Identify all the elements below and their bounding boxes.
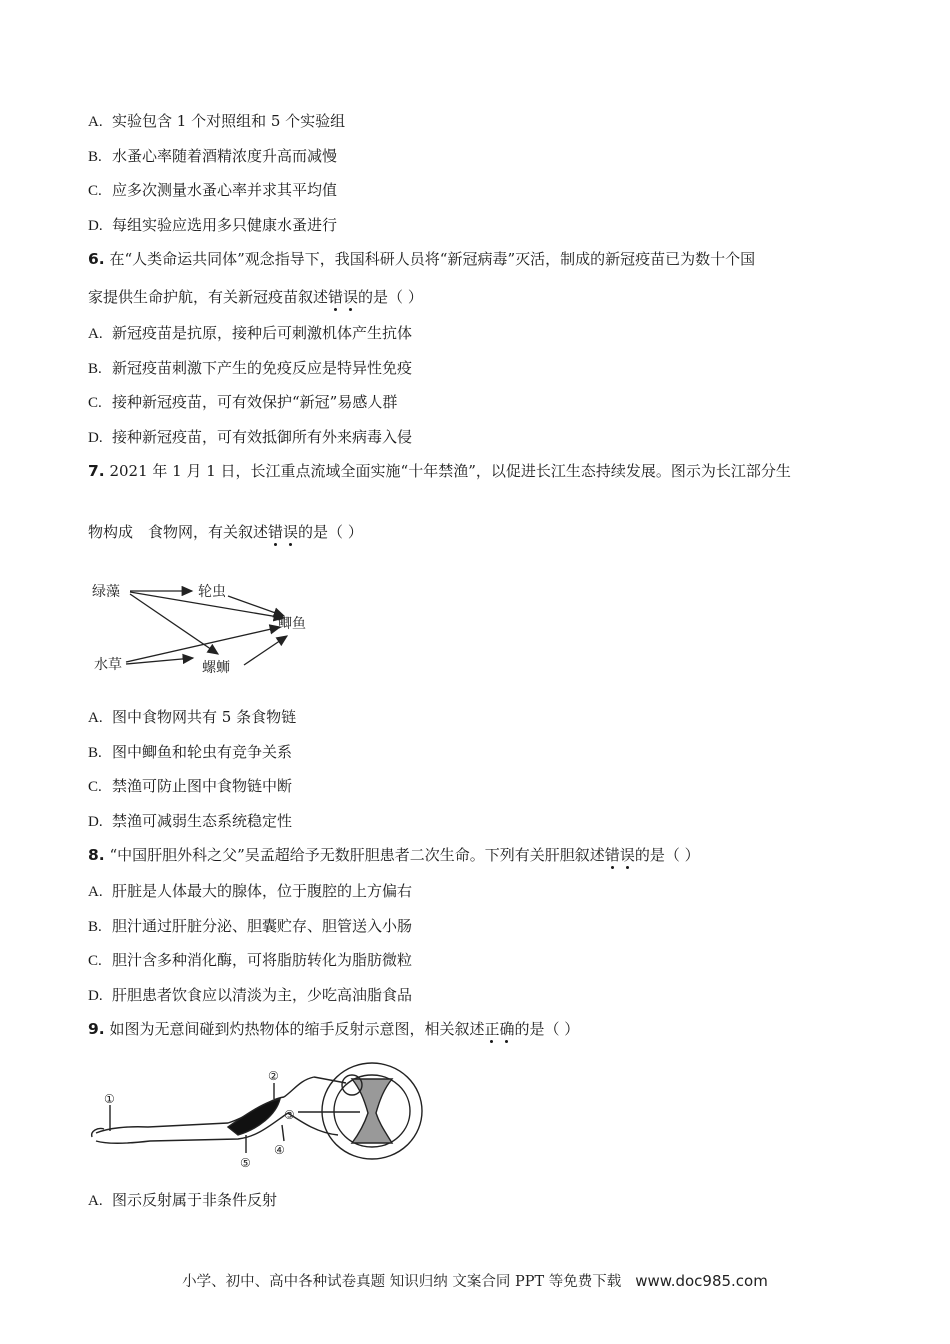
snail-label: 螺蛳	[202, 660, 230, 676]
q8-option-b: B. 胆汁通过肝脏分泌、胆囊贮存、胆管送入小肠	[88, 917, 413, 935]
label-2: ②	[268, 1069, 279, 1083]
q8-emphasis-1: 错	[604, 846, 620, 864]
q6-emphasis-2: 误	[343, 288, 359, 306]
q5-option-c: C. 应多次测量水蚤心率并求其平均值	[88, 181, 338, 199]
pointer-4	[282, 1125, 284, 1141]
arrow-weed-snail	[126, 658, 193, 664]
crucian-label: 鲫鱼	[278, 616, 306, 632]
reflex-arc-diagram	[88, 1055, 428, 1175]
q5-option-b: B. 水蚤心率随着酒精浓度升高而减慢	[88, 147, 338, 165]
q7-option-d: D. 禁渔可减弱生态系统稳定性	[88, 812, 293, 830]
q7-emphasis-1: 错	[268, 523, 284, 541]
q6-stem-line2: 家提供生命护航，有关新冠疫苗叙述错误的是（ ）	[88, 288, 423, 306]
label-5: ⑤	[240, 1156, 251, 1170]
q5-option-d: D. 每组实验应选用多只健康水蚤进行	[88, 216, 338, 234]
nerve-upper	[284, 1077, 314, 1097]
q7-stem-line2: 物构成 食物网，有关叙述错误的是（ ）	[88, 523, 363, 541]
q8-stem: 8. “中国肝胆外科之父”吴孟超给予无数肝胆患者二次生命。下列有关肝胆叙述错误的是（ ）	[88, 846, 700, 864]
q7-stem-line1: 7. 2021 年 1 月 1 日，长江重点流域全面实施“十年禁渔”，以促进长江生态持续发展。图示为长江部分生	[88, 462, 791, 480]
q9-option-a: A. 图示反射属于非条件反射	[88, 1191, 278, 1209]
rotifer-label: 轮虫	[198, 584, 226, 600]
q6-option-c: C. 接种新冠疫苗，可有效保护“新冠”易感人群	[88, 393, 398, 411]
arrow-snail-crucian	[244, 636, 287, 665]
footer-text: 小学、初中、高中各种试卷真题 知识归纳 文案合同 PPT 等免费下载	[182, 1274, 622, 1290]
q8-option-d: D. 肝胆患者饮食应以清淡为主，少吃高油脂食品	[88, 986, 413, 1004]
q9-stem: 9. 如图为无意间碰到灼热物体的缩手反射示意图，相关叙述正确的是（ ）	[88, 1020, 580, 1038]
q5-option-a: A. 实验包含 1 个对照组和 5 个实验组	[88, 112, 346, 130]
arrow-algae-snail	[130, 594, 218, 654]
q8-option-a: A. 肝脏是人体最大的腺体，位于腹腔的上方偏右	[88, 882, 413, 900]
q9-emphasis-2: 确	[499, 1020, 515, 1038]
food-web-diagram	[88, 572, 328, 687]
q6-option-b: B. 新冠疫苗刺激下产生的免疫反应是特异性免疫	[88, 359, 413, 377]
q6-option-a: A. 新冠疫苗是抗原，接种后可刺激机体产生抗体	[88, 324, 413, 342]
weed-label: 水草	[94, 657, 122, 673]
q7-option-a: A. 图中食物网共有 5 条食物链	[88, 708, 297, 726]
algae-label: 绿藻	[92, 584, 120, 600]
label-4: ④	[274, 1143, 285, 1157]
q7-option-b: B. 图中鲫鱼和轮虫有竞争关系	[88, 743, 293, 761]
label-3: ③	[284, 1108, 295, 1122]
q9-emphasis-1: 正	[484, 1020, 500, 1038]
footer-url[interactable]: www.doc985.com	[635, 1272, 768, 1290]
q8-option-c: C. 胆汁含多种消化酶，可将脂肪转化为脂肪微粒	[88, 951, 413, 969]
afferent-link	[314, 1077, 346, 1083]
q8-emphasis-2: 误	[619, 846, 635, 864]
q6-stem-line1: 6. 在“人类命运共同体”观念指导下，我国科研人员将“新冠病毒”灭活，制成的新冠疫苗已为数十个国	[88, 250, 756, 268]
nerve-lower	[288, 1113, 338, 1135]
page-footer	[0, 1270, 950, 1291]
q7-emphasis-2: 误	[283, 523, 299, 541]
grey-matter	[352, 1079, 392, 1143]
q6-option-d: D. 接种新冠疫苗，可有效抵御所有外来病毒入侵	[88, 428, 413, 446]
label-1: ①	[104, 1092, 115, 1106]
q6-emphasis-1: 错	[328, 288, 344, 306]
muscle-effector	[228, 1099, 280, 1135]
q7-option-c: C. 禁渔可防止图中食物链中断	[88, 777, 293, 795]
